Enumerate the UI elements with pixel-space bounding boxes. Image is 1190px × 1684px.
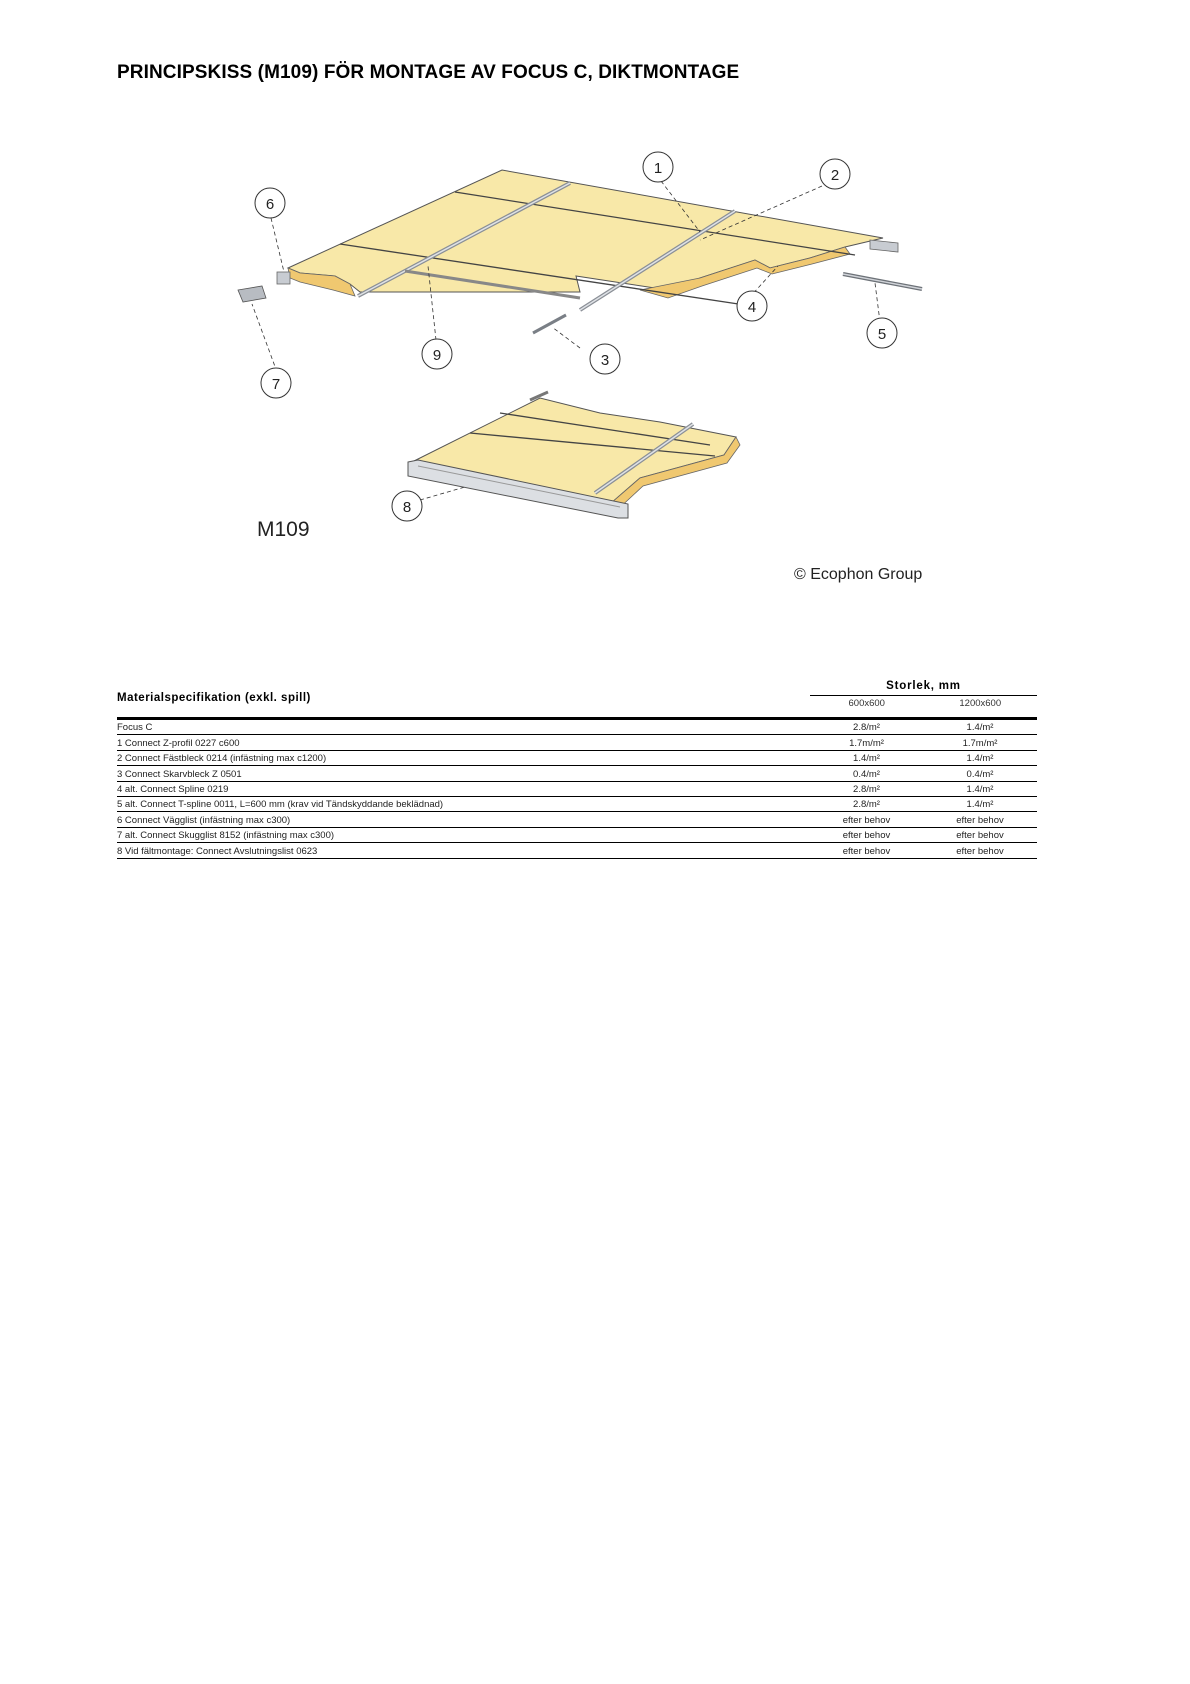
row-desc: 3 Connect Skarvbleck Z 0501 [117, 766, 810, 781]
figure-label: M109 [257, 518, 310, 541]
callout-3: 3 [600, 352, 610, 369]
lower-ceiling-assembly [408, 392, 740, 518]
row-desc: Focus C [117, 720, 810, 735]
callout-5: 5 [877, 326, 887, 343]
row-value-1200: 1.4/m² [923, 750, 1037, 765]
spec-title: Materialspecifikation (exkl. spill) [117, 692, 311, 704]
part-6-clip [277, 272, 290, 284]
copyright-notice: © Ecophon Group [794, 566, 923, 583]
row-desc: 1 Connect Z-profil 0227 c600 [117, 735, 810, 750]
assembly-diagram [0, 0, 1190, 600]
size-column-group [810, 680, 1037, 711]
row-desc: 2 Connect Fästbleck 0214 (infästning max c1200) [117, 750, 810, 765]
row-value-600: 0.4/m² [810, 766, 923, 781]
row-value-600: 1.7m/m² [810, 735, 923, 750]
callout-1: 1 [653, 160, 663, 177]
row-value-1200: 1.7m/m² [923, 735, 1037, 750]
table-row [117, 766, 1037, 781]
column-1200x600: 1200x600 [959, 698, 1002, 709]
part-7-shadow-profile [238, 286, 266, 302]
table-row [117, 796, 1037, 811]
callout-6: 6 [265, 196, 275, 213]
row-value-1200: 1.4/m² [923, 781, 1037, 796]
callout-7: 7 [271, 376, 281, 393]
wall-profile-right [870, 240, 898, 252]
callout-9: 9 [432, 347, 442, 364]
table-row [117, 720, 1037, 735]
part-3-joint-plate [533, 315, 566, 333]
row-desc: 6 Connect Vägglist (infästning max c300) [117, 812, 810, 827]
table-row [117, 827, 1037, 842]
spec-header [117, 680, 1037, 716]
page-title: PRINCIPSKISS (M109) FÖR MONTAGE AV FOCUS C, DIKTMONTAGE [117, 62, 740, 83]
table-row [117, 843, 1037, 858]
row-value-1200: efter behov [923, 827, 1037, 842]
table-row [117, 781, 1037, 796]
row-value-600: 2.8/m² [810, 781, 923, 796]
row-value-600: 2.8/m² [810, 796, 923, 811]
row-value-600: efter behov [810, 812, 923, 827]
material-specification [117, 680, 1037, 859]
callout-2: 2 [830, 167, 840, 184]
callout-4: 4 [747, 299, 757, 316]
row-value-600: efter behov [810, 843, 923, 858]
row-value-600: efter behov [810, 827, 923, 842]
row-value-1200: 1.4/m² [923, 720, 1037, 735]
row-desc: 4 alt. Connect Spline 0219 [117, 781, 810, 796]
row-value-1200: 0.4/m² [923, 766, 1037, 781]
row-value-600: 1.4/m² [810, 750, 923, 765]
column-600x600: 600x600 [848, 698, 885, 709]
row-value-1200: efter behov [923, 843, 1037, 858]
row-desc: 8 Vid fältmontage: Connect Avslutningslist 0623 [117, 843, 810, 858]
row-desc: 5 alt. Connect T-spline 0011, L=600 mm (krav vid Tändskyddande beklädnad) [117, 796, 810, 811]
spec-table [117, 720, 1037, 859]
row-value-1200: 1.4/m² [923, 796, 1037, 811]
table-row [117, 750, 1037, 765]
lower-panel-surface [410, 398, 736, 507]
row-value-1200: efter behov [923, 812, 1037, 827]
callout-8: 8 [402, 499, 412, 516]
ceiling-panel-surface [288, 170, 883, 292]
row-desc: 7 alt. Connect Skugglist 8152 (infästning max c300) [117, 827, 810, 842]
table-row [117, 735, 1037, 750]
size-header: Storlek, mm [810, 680, 1037, 696]
table-row [117, 812, 1037, 827]
row-value-600: 2.8/m² [810, 720, 923, 735]
